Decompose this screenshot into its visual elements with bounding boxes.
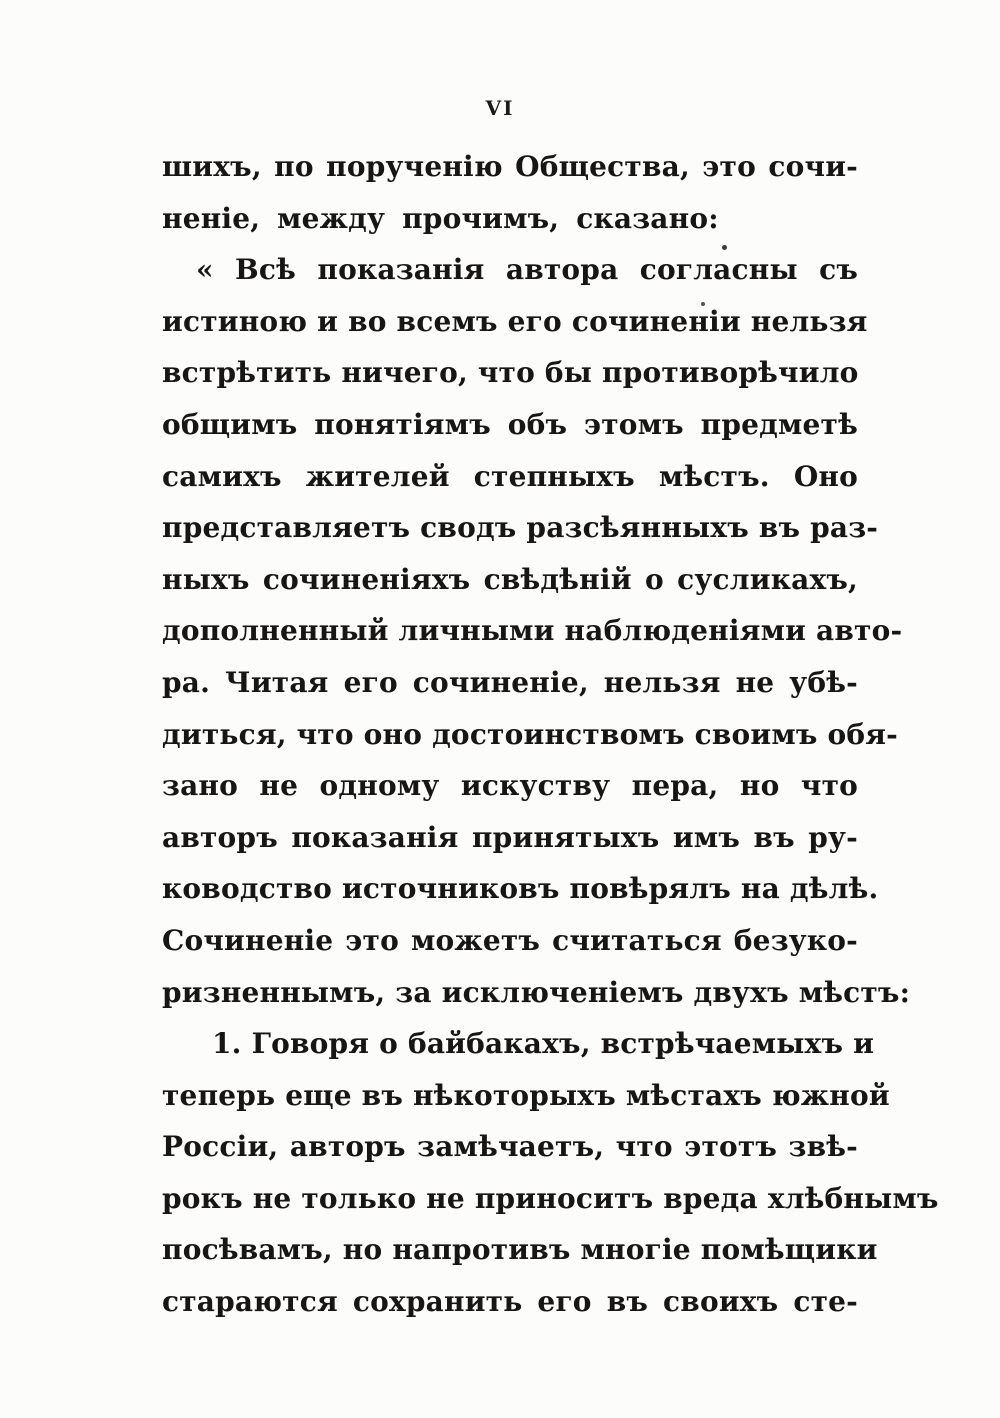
text-line: зано не одному искуству пера, но что — [162, 769, 858, 803]
text-line: ководство источниковъ повѣрялъ на дѣлѣ. — [162, 872, 879, 906]
text-line: самихъ жителей степныхъ мѣстъ. Оно — [162, 459, 858, 493]
text-line: истиною и во всемъ его сочиненіи нельзя — [162, 304, 868, 338]
text-line: неніе, между прочимъ, сказано: — [162, 201, 719, 235]
page-number: VI — [485, 96, 515, 120]
text-line: ризненнымъ, за исключеніемъ двухъ мѣстъ: — [162, 975, 911, 1009]
text-line: общимъ понятіямъ объ этомъ предметѣ — [162, 407, 858, 441]
text-line: Россіи, авторъ замѣчаетъ, что этотъ звѣ- — [162, 1130, 858, 1164]
text-line: диться, что оно достоинствомъ своимъ обя- — [162, 717, 898, 751]
text-line: теперь еще въ нѣкоторыхъ мѣстахъ южной — [162, 1078, 890, 1112]
text-line: встрѣтить ничего, что бы противорѣчило — [162, 356, 859, 390]
text-line: дополненный личными наблюденіями авто- — [162, 614, 903, 648]
text-line: представляетъ сводъ разсѣянныхъ въ раз- — [162, 511, 879, 545]
text-line: шихъ, по порученію Общества, это сочи- — [162, 150, 858, 183]
text-line: ра. Читая его сочиненіе, нельзя не убѣ- — [162, 665, 858, 699]
text-line: авторъ показанія принятыхъ имъ въ ру- — [162, 820, 858, 854]
text-line: посѣвамъ, но напротивъ многіе помѣщики — [162, 1233, 878, 1267]
text-line: рокъ не только не приноситъ вреда хлѣбнымъ — [162, 1181, 939, 1215]
text-line: « Всѣ показанія автора согласны съ — [196, 253, 858, 287]
page-text — [162, 141, 939, 1328]
text-line: стараются сохранить его въ своихъ сте- — [162, 1285, 858, 1319]
text-line: Сочиненіе это можетъ считаться безуко- — [162, 923, 858, 957]
text-line: ныхъ сочиненіяхъ свѣдѣній о сусликахъ, — [162, 562, 858, 596]
text-line: 1. Говоря о байбакахъ, встрѣчаемыхъ и — [212, 1027, 875, 1061]
